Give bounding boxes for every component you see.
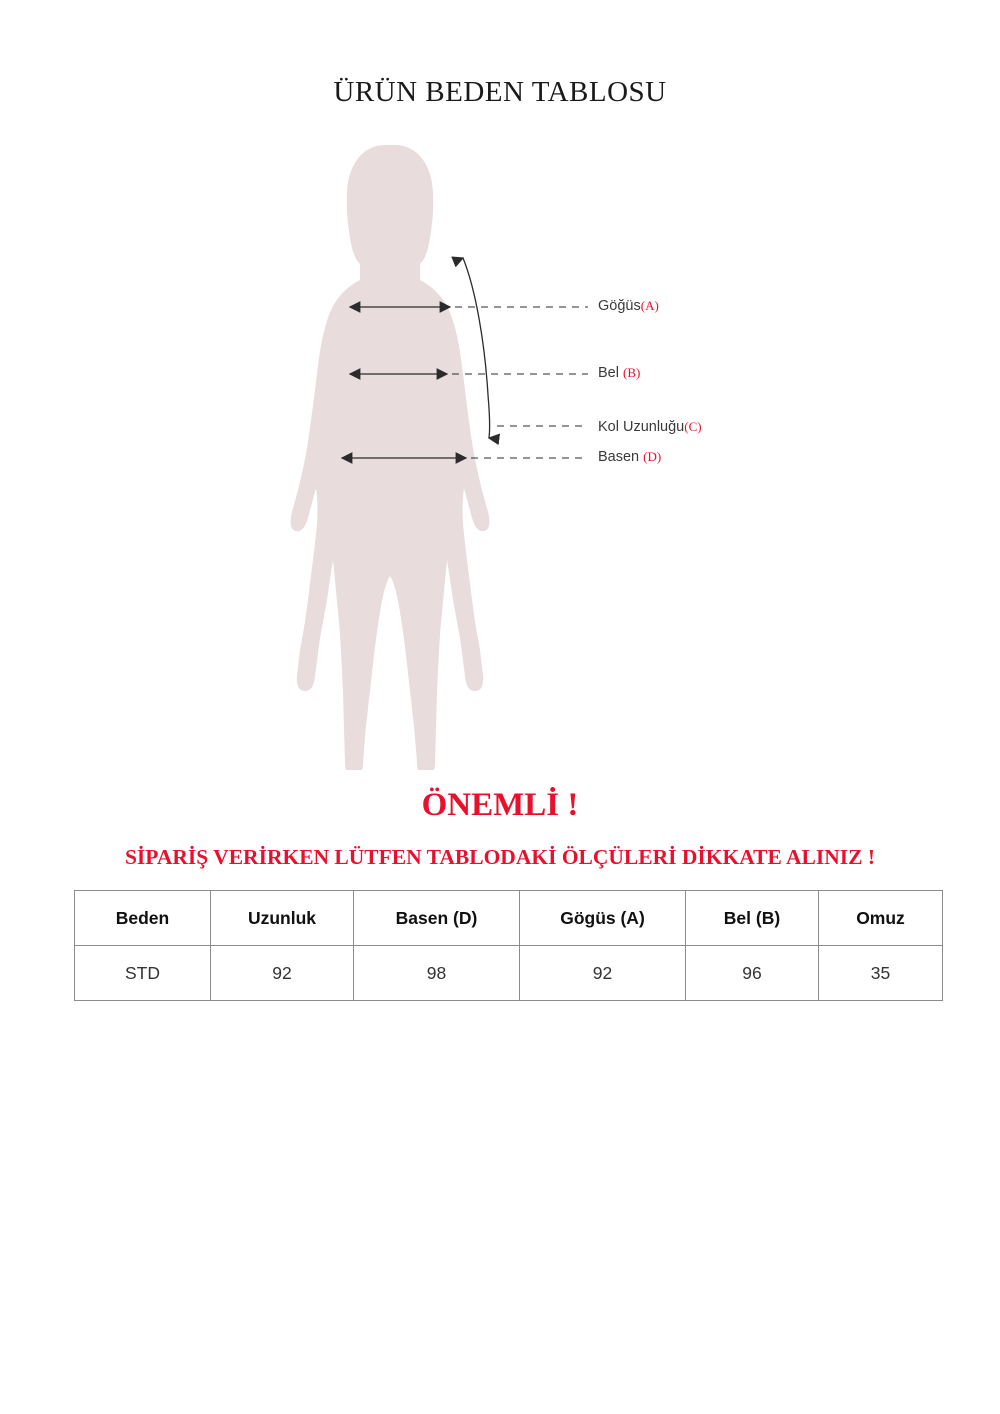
measurement-label-chest — [598, 298, 659, 314]
cell-beden: STD — [75, 946, 211, 1001]
size-diagram — [0, 130, 1000, 770]
measurement-label-hip — [598, 449, 661, 465]
cell-omuz: 35 — [819, 946, 943, 1001]
table-header-omuz: Omuz — [819, 891, 943, 946]
table-row — [75, 946, 943, 1001]
measurement-label-sleeve — [598, 419, 702, 435]
table-header-basen: Basen (D) — [354, 891, 520, 946]
measurement-label-waist-code: (B) — [623, 365, 641, 380]
measurement-label-chest-code: (A) — [640, 298, 659, 313]
size-table — [74, 890, 943, 1001]
table-header-uzunluk: Uzunluk — [211, 891, 354, 946]
table-header-bel: Bel (B) — [686, 891, 819, 946]
table-header-beden: Beden — [75, 891, 211, 946]
page-title: ÜRÜN BEDEN TABLOSU — [333, 76, 667, 108]
measurement-label-hip-code: (D) — [643, 449, 662, 464]
table-header-row — [75, 891, 943, 946]
cell-basen: 98 — [354, 946, 520, 1001]
important-notice-subtext: SİPARİŞ VERİRKEN LÜTFEN TABLODAKİ ÖLÇÜLERİ DİKKATE ALINIZ ! — [124, 845, 876, 869]
cell-uzunluk: 92 — [211, 946, 354, 1001]
cell-gogus: 92 — [520, 946, 686, 1001]
important-notice-headline: ÖNEMLİ ! — [421, 787, 579, 823]
measurement-label-waist — [598, 365, 640, 381]
table-header-gogus: Gögüs (A) — [520, 891, 686, 946]
measurement-label-sleeve-code: (C) — [684, 419, 702, 434]
cell-bel: 96 — [686, 946, 819, 1001]
female-body-silhouette — [0, 130, 1000, 770]
measurement-label-chest-name: Göğüs — [598, 298, 641, 314]
measurement-label-hip-name: Basen — [598, 449, 644, 465]
measurement-label-waist-name: Bel — [598, 365, 623, 381]
measurement-label-sleeve-name: Kol Uzunluğu — [598, 419, 685, 435]
